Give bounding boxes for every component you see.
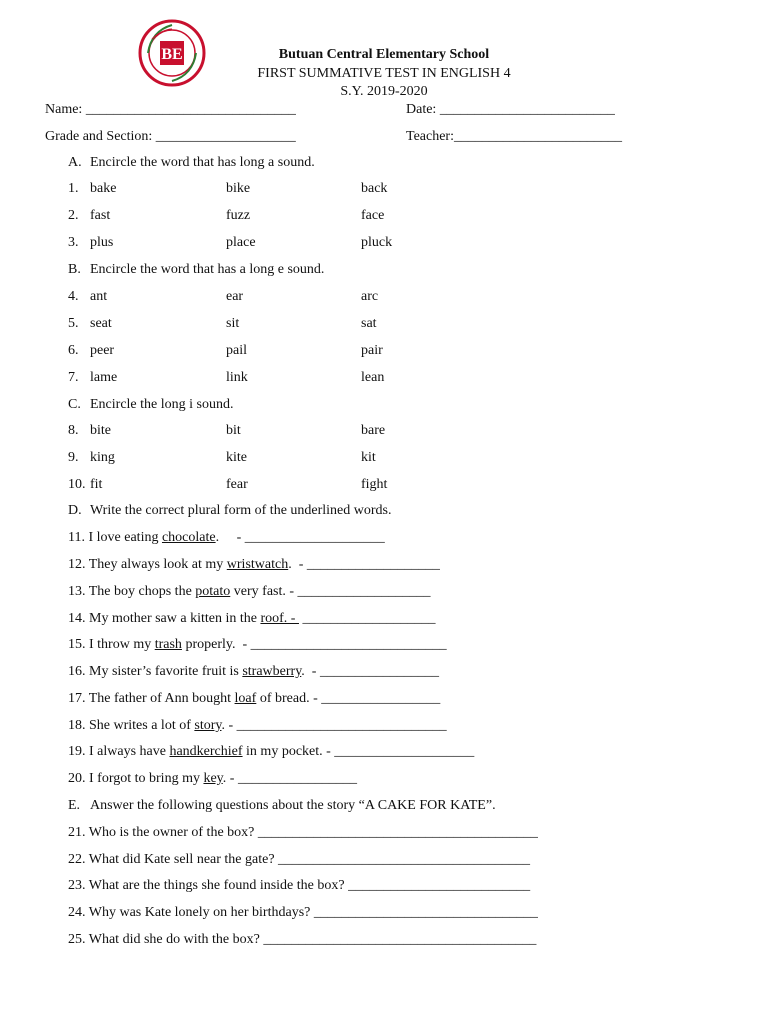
word-option[interactable]: fit [90,477,103,492]
word-option[interactable]: kite [226,450,247,465]
word-option[interactable]: fear [226,477,248,492]
answer-blank[interactable]: . - _________________ [222,771,357,786]
word-option[interactable]: seat [90,316,112,331]
question-item: 14. My mother saw a kitten in the roof. - ___________________ [68,611,436,626]
section-instruction: Answer the following questions about the story “A CAKE FOR KATE”. [90,798,496,813]
list-item: 10. fit fear fight [68,477,388,492]
test-title: FIRST SUMMATIVE TEST IN ENGLISH 4 [257,66,511,81]
list-item: 6. peer pail pair [68,343,383,358]
word-option[interactable]: pluck [361,235,393,250]
list-item: 3. plus place pluck [68,235,393,250]
underlined-word: key [203,771,223,786]
question-item: 13. The boy chops the potato very fast. - ___________________ [68,584,431,599]
section-letter: A. [68,155,82,170]
section-instruction: Encircle the word that has a long e sound. [90,262,325,277]
underlined-word: chocolate [161,530,216,545]
question-item: 19. I always have handkerchief in my pocket. - ____________________ [68,744,475,759]
section-c-heading [68,397,233,413]
word-option[interactable]: peer [90,343,115,358]
underlined-word: potato [195,584,231,599]
question-item[interactable]: 21. Who is the owner of the box? ________________________________________ [68,825,538,840]
question-item: 20. I forgot to bring my key. - _________________ [68,771,357,786]
underlined-word: wristwatch [226,557,289,572]
word-option[interactable]: ant [90,289,108,304]
section-d-heading [68,503,392,519]
word-option[interactable]: place [226,235,256,250]
underlined-word: handkerchief [169,744,243,759]
name-field[interactable]: Name: ______________________________ [45,102,296,117]
word-option[interactable]: bite [90,423,111,438]
answer-blank[interactable]: . - ______________________________ [221,718,447,733]
answer-blank[interactable]: in my pocket. - ____________________ [242,744,475,759]
list-item: 8. bite bit bare [68,423,386,438]
question-item: 15. I throw my trash properly. - ____________________________ [68,637,447,652]
seal-initials: BE [161,46,183,63]
list-item: 2. fast fuzz face [68,208,385,223]
underlined-word: roof. - [260,611,299,626]
answer-blank[interactable]: properly. - ____________________________ [181,637,447,652]
word-option[interactable]: fuzz [226,208,251,223]
underlined-word: story [194,718,222,733]
word-option[interactable]: link [226,370,248,385]
answer-blank[interactable]: very fast. - ___________________ [230,584,431,599]
word-option[interactable]: ear [226,289,244,304]
teacher-line[interactable]: ________________________ [453,129,622,144]
school-year: S.Y. 2019-2020 [340,84,428,99]
word-option[interactable]: sat [361,316,377,331]
underlined-word: trash [154,637,182,652]
question-item: 11. I love eating chocolate. - ____________________ [68,530,385,545]
section-instruction: Write the correct plural form of the underlined words. [90,503,392,518]
section-letter: D. [68,503,82,518]
section-instruction: Encircle the word that has long a sound. [90,155,315,170]
section-letter: B. [68,262,81,277]
answer-blank[interactable]: . - _________________ [301,664,439,679]
question-item: 12. They always look at my wristwatch. - ___________________ [68,557,440,572]
list-item: 7. lame link lean [68,370,385,385]
word-option[interactable]: bare [361,423,386,438]
section-letter: C. [68,397,81,412]
word-option[interactable]: lame [90,370,118,385]
answer-blank[interactable]: of bread. - _________________ [256,691,441,706]
section-b-heading [68,262,324,278]
answer-blank[interactable]: . - ___________________ [288,557,440,572]
question-item[interactable]: 23. What are the things she found inside the box? __________________________ [68,878,531,893]
question-item[interactable]: 24. Why was Kate lonely on her birthdays? ________________________________ [68,905,538,920]
word-option[interactable]: pail [226,343,247,358]
question-item: 16. My sister’s favorite fruit is strawberry. - _________________ [68,664,439,679]
word-option[interactable]: arc [361,289,379,304]
word-option[interactable]: plus [90,235,114,250]
section-e-heading [68,798,496,814]
word-option[interactable]: kit [361,450,376,465]
answer-blank[interactable]: ___________________ [298,611,436,626]
section-a-heading [68,155,315,171]
grade-section-field[interactable]: Grade and Section: ____________________ [45,129,296,144]
teacher-field[interactable] [406,129,622,145]
question-item[interactable]: 25. What did she do with the box? _______________________________________ [68,932,537,947]
list-item: 4. ant ear arc [68,289,379,304]
section-instruction: Encircle the long i sound. [90,397,234,412]
word-option[interactable]: bike [226,181,251,196]
date-field[interactable]: Date: _________________________ [406,102,615,117]
word-option[interactable]: pair [361,343,383,358]
word-option[interactable]: sit [226,316,240,331]
question-item: 17. The father of Ann bought loaf of bread. - _________________ [68,691,441,706]
word-option[interactable]: fast [90,208,111,223]
underlined-word: strawberry [242,664,302,679]
answer-blank[interactable]: . - ____________________ [215,530,385,545]
school-name: Butuan Central Elementary School [278,47,490,62]
word-option[interactable]: bake [90,181,117,196]
list-item: 9. king kite kit [68,450,376,465]
section-letter: E. [68,798,81,813]
word-option[interactable]: fight [361,477,388,492]
word-option[interactable]: king [90,450,115,465]
question-item[interactable]: 22. What did Kate sell near the gate? ____________________________________ [68,852,531,867]
question-item: 18. She writes a lot of story. - ______________________________ [68,718,447,733]
word-option[interactable]: lean [361,370,385,385]
list-item: 1. bake bike back [68,181,388,196]
word-option[interactable]: back [361,181,388,196]
teacher-label: Teacher: [406,129,454,144]
list-item: 5. seat sit sat [68,316,377,331]
underlined-word: loaf [234,691,257,706]
word-option[interactable]: bit [226,423,241,438]
word-option[interactable]: face [361,208,385,223]
